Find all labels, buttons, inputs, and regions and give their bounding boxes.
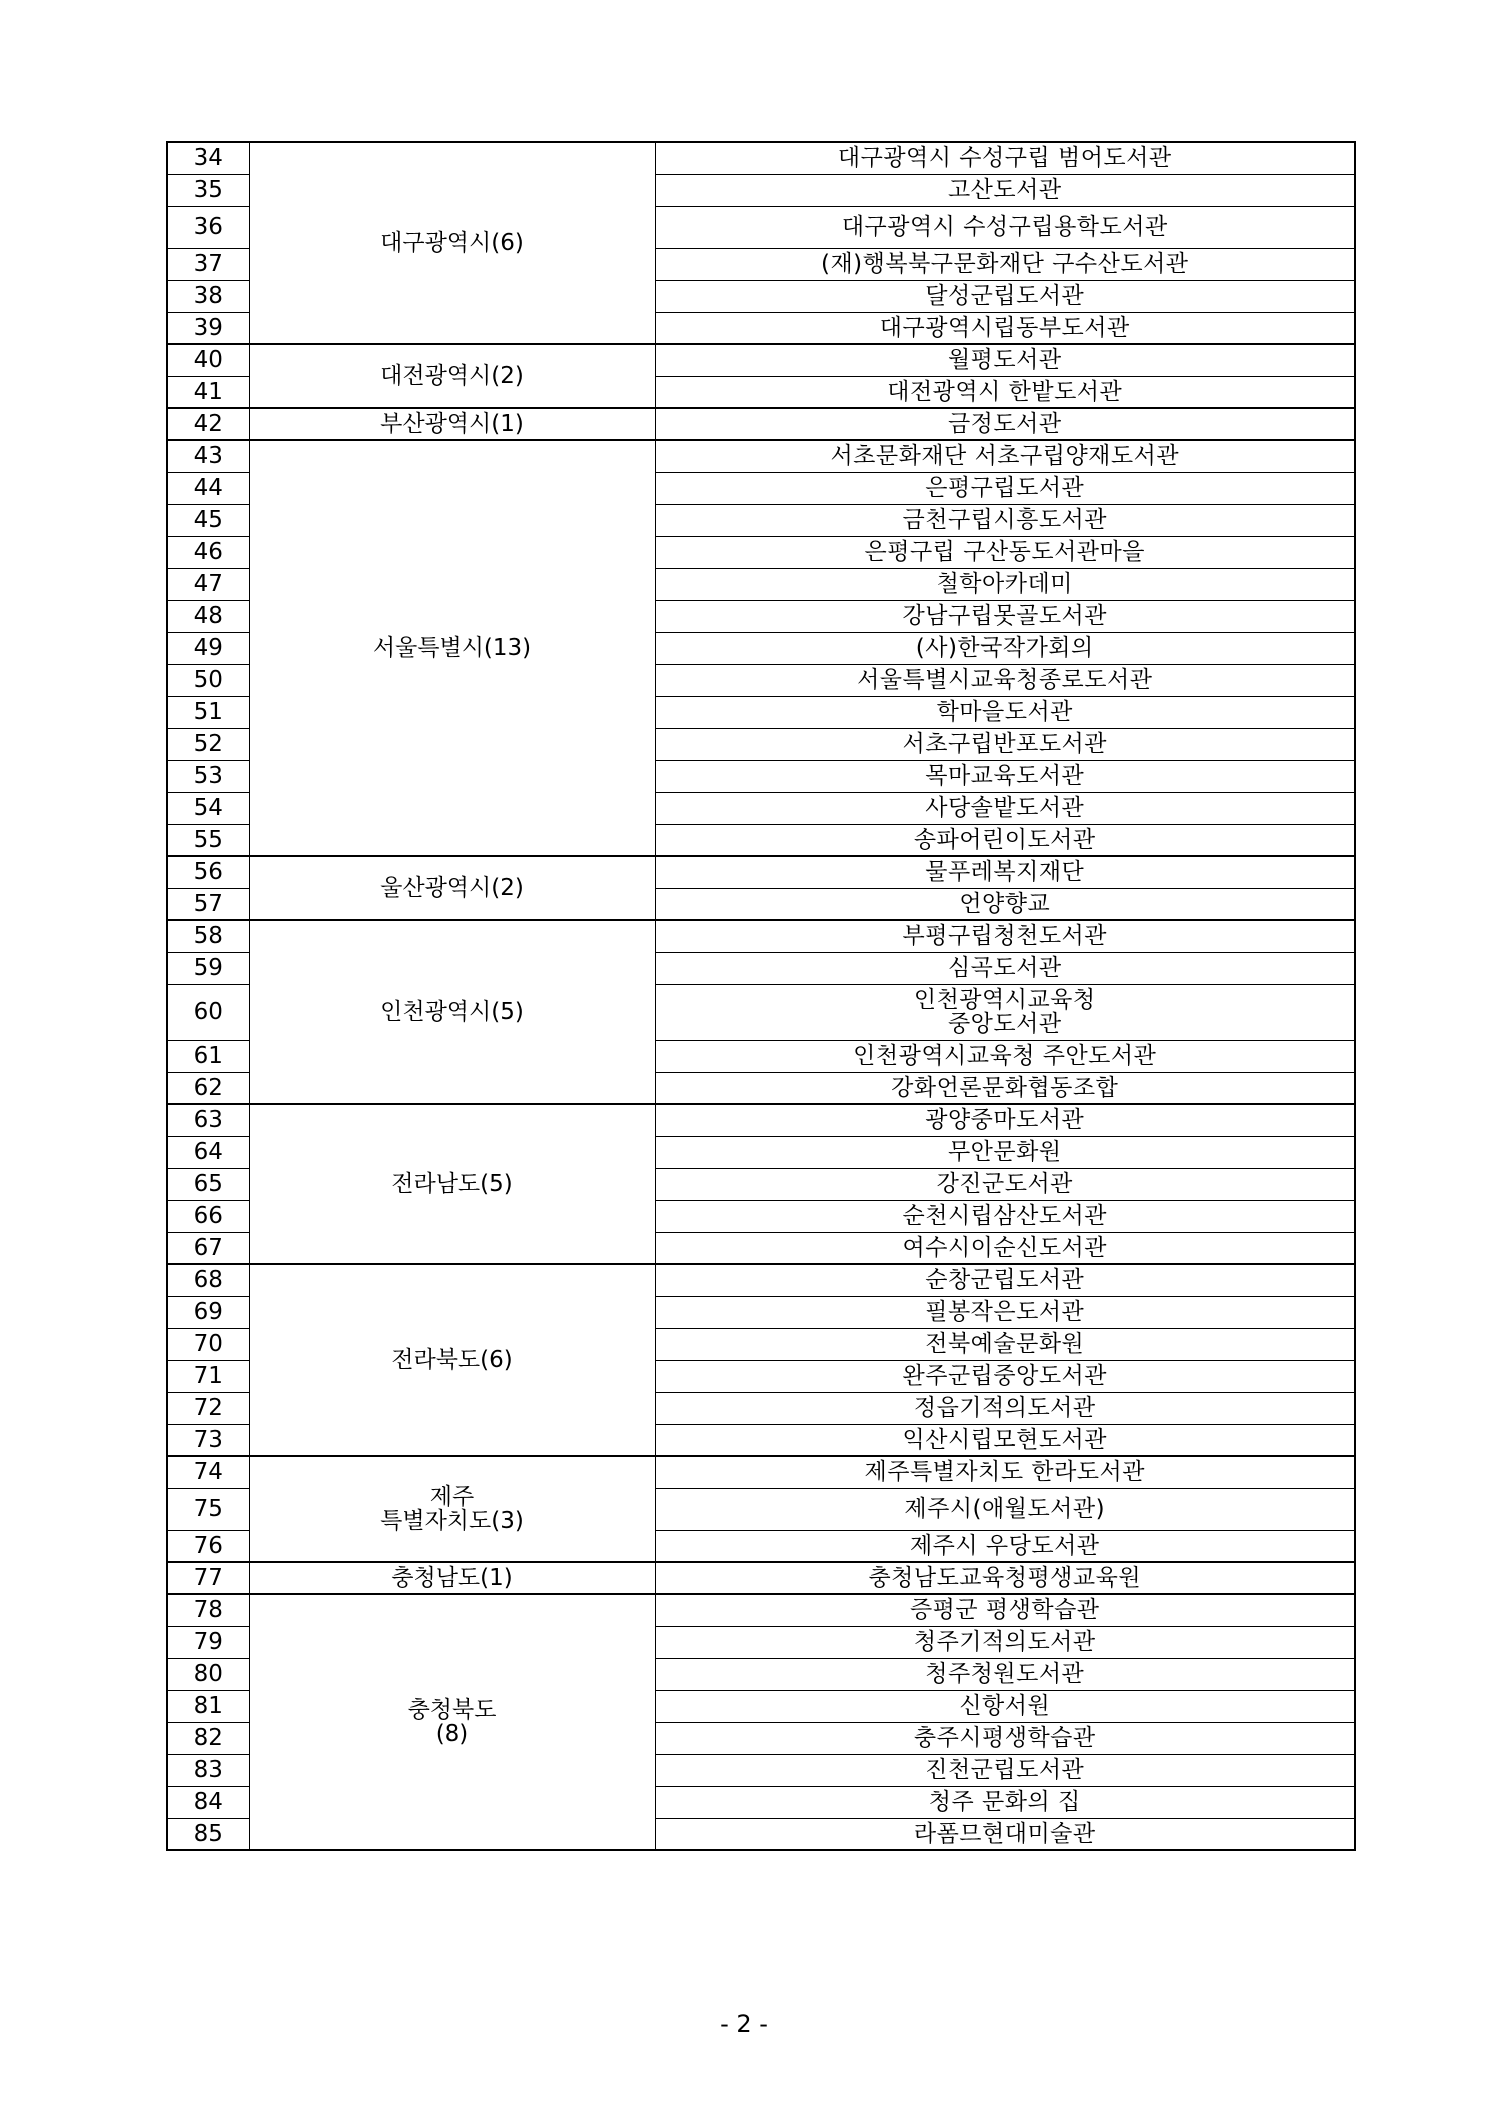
row-number: 37 — [167, 248, 249, 280]
library-name: 신항서원 — [655, 1690, 1355, 1722]
library-name: 인천광역시교육청 주안도서관 — [655, 1040, 1355, 1072]
library-name: 제주시 우당도서관 — [655, 1530, 1355, 1562]
region-cell: 전라남도(5) — [249, 1104, 655, 1264]
row-number: 49 — [167, 632, 249, 664]
row-number: 81 — [167, 1690, 249, 1722]
region-cell: 인천광역시(5) — [249, 920, 655, 1104]
row-number: 45 — [167, 504, 249, 536]
row-number: 61 — [167, 1040, 249, 1072]
library-name: 철학아카데미 — [655, 568, 1355, 600]
library-name: 충주시평생학습관 — [655, 1722, 1355, 1754]
library-name: 부평구립청천도서관 — [655, 920, 1355, 952]
table-row — [167, 1562, 1355, 1594]
table-row — [167, 1264, 1355, 1296]
row-number: 67 — [167, 1232, 249, 1264]
library-name: 제주시(애월도서관) — [655, 1488, 1355, 1530]
row-number: 76 — [167, 1530, 249, 1562]
library-name: 증평군 평생학습관 — [655, 1594, 1355, 1626]
library-name: 익산시립모현도서관 — [655, 1424, 1355, 1456]
page-number: - 2 - — [720, 2010, 768, 2038]
row-number: 52 — [167, 728, 249, 760]
row-number: 79 — [167, 1626, 249, 1658]
library-name: 강진군도서관 — [655, 1168, 1355, 1200]
row-number: 77 — [167, 1562, 249, 1594]
region-cell: 충청남도(1) — [249, 1562, 655, 1594]
library-name: 강화언론문화협동조합 — [655, 1072, 1355, 1104]
row-number: 35 — [167, 174, 249, 206]
region-cell: 충청북도 (8) — [249, 1594, 655, 1850]
region-cell: 서울특별시(13) — [249, 440, 655, 856]
row-number: 41 — [167, 376, 249, 408]
row-number: 70 — [167, 1328, 249, 1360]
library-name: 서초문화재단 서초구립양재도서관 — [655, 440, 1355, 472]
region-cell: 제주 특별자치도(3) — [249, 1456, 655, 1562]
row-number: 71 — [167, 1360, 249, 1392]
row-number: 85 — [167, 1818, 249, 1850]
row-number: 68 — [167, 1264, 249, 1296]
table-row — [167, 408, 1355, 440]
library-name: 심곡도서관 — [655, 952, 1355, 984]
row-number: 42 — [167, 408, 249, 440]
library-name: 필봉작은도서관 — [655, 1296, 1355, 1328]
row-number: 84 — [167, 1786, 249, 1818]
row-number: 43 — [167, 440, 249, 472]
row-number: 80 — [167, 1658, 249, 1690]
row-number: 54 — [167, 792, 249, 824]
table-row — [167, 1594, 1355, 1626]
library-name: 서초구립반포도서관 — [655, 728, 1355, 760]
library-name: 청주 문화의 집 — [655, 1786, 1355, 1818]
library-name: 금정도서관 — [655, 408, 1355, 440]
row-number: 69 — [167, 1296, 249, 1328]
library-name: 강남구립못골도서관 — [655, 600, 1355, 632]
table-row — [167, 1104, 1355, 1136]
row-number: 38 — [167, 280, 249, 312]
region-cell: 대전광역시(2) — [249, 344, 655, 408]
library-name: 학마을도서관 — [655, 696, 1355, 728]
region-cell: 울산광역시(2) — [249, 856, 655, 920]
row-number: 74 — [167, 1456, 249, 1488]
row-number: 75 — [167, 1488, 249, 1530]
row-number: 82 — [167, 1722, 249, 1754]
table-row — [167, 440, 1355, 472]
library-name: 대구광역시 수성구립용학도서관 — [655, 206, 1355, 248]
row-number: 72 — [167, 1392, 249, 1424]
row-number: 39 — [167, 312, 249, 344]
library-name: 완주군립중앙도서관 — [655, 1360, 1355, 1392]
row-number: 58 — [167, 920, 249, 952]
library-name: 순창군립도서관 — [655, 1264, 1355, 1296]
library-name: 물푸레복지재단 — [655, 856, 1355, 888]
row-number: 50 — [167, 664, 249, 696]
library-name: 진천군립도서관 — [655, 1754, 1355, 1786]
row-number: 47 — [167, 568, 249, 600]
table-row — [167, 142, 1355, 174]
table-row — [167, 344, 1355, 376]
library-name: 금천구립시흥도서관 — [655, 504, 1355, 536]
row-number: 59 — [167, 952, 249, 984]
row-number: 36 — [167, 206, 249, 248]
library-name: (사)한국작가회의 — [655, 632, 1355, 664]
library-name: 고산도서관 — [655, 174, 1355, 206]
table-row — [167, 1456, 1355, 1488]
row-number: 55 — [167, 824, 249, 856]
library-name: 서울특별시교육청종로도서관 — [655, 664, 1355, 696]
table-row — [167, 920, 1355, 952]
library-name: 전북예술문화원 — [655, 1328, 1355, 1360]
row-number: 62 — [167, 1072, 249, 1104]
library-name: 달성군립도서관 — [655, 280, 1355, 312]
library-name: 광양중마도서관 — [655, 1104, 1355, 1136]
library-name: 청주기적의도서관 — [655, 1626, 1355, 1658]
library-name: 대전광역시 한밭도서관 — [655, 376, 1355, 408]
library-name: 무안문화원 — [655, 1136, 1355, 1168]
library-name: 대구광역시 수성구립 범어도서관 — [655, 142, 1355, 174]
library-name: 인천광역시교육청 중앙도서관 — [655, 984, 1355, 1040]
library-name: 은평구립 구산동도서관마을 — [655, 536, 1355, 568]
row-number: 44 — [167, 472, 249, 504]
row-number: 73 — [167, 1424, 249, 1456]
row-number: 60 — [167, 984, 249, 1040]
region-cell: 대구광역시(6) — [249, 142, 655, 344]
row-number: 64 — [167, 1136, 249, 1168]
row-number: 66 — [167, 1200, 249, 1232]
library-name: 대구광역시립동부도서관 — [655, 312, 1355, 344]
row-number: 34 — [167, 142, 249, 174]
library-name: 정읍기적의도서관 — [655, 1392, 1355, 1424]
library-name: 순천시립삼산도서관 — [655, 1200, 1355, 1232]
library-name: 라폼므현대미술관 — [655, 1818, 1355, 1850]
row-number: 48 — [167, 600, 249, 632]
table-row — [167, 856, 1355, 888]
row-number: 63 — [167, 1104, 249, 1136]
library-name: 언양향교 — [655, 888, 1355, 920]
library-name: 충청남도교육청평생교육원 — [655, 1562, 1355, 1594]
library-name: 제주특별자치도 한라도서관 — [655, 1456, 1355, 1488]
row-number: 53 — [167, 760, 249, 792]
region-cell: 부산광역시(1) — [249, 408, 655, 440]
library-name: 은평구립도서관 — [655, 472, 1355, 504]
region-cell: 전라북도(6) — [249, 1264, 655, 1456]
library-name: (재)행복북구문화재단 구수산도서관 — [655, 248, 1355, 280]
row-number: 65 — [167, 1168, 249, 1200]
row-number: 46 — [167, 536, 249, 568]
row-number: 78 — [167, 1594, 249, 1626]
row-number: 40 — [167, 344, 249, 376]
library-name: 여수시이순신도서관 — [655, 1232, 1355, 1264]
row-number: 51 — [167, 696, 249, 728]
library-name: 사당솔밭도서관 — [655, 792, 1355, 824]
library-table — [166, 141, 1356, 1851]
row-number: 83 — [167, 1754, 249, 1786]
library-name: 월평도서관 — [655, 344, 1355, 376]
library-name: 목마교육도서관 — [655, 760, 1355, 792]
library-name: 청주청원도서관 — [655, 1658, 1355, 1690]
library-name: 송파어린이도서관 — [655, 824, 1355, 856]
row-number: 56 — [167, 856, 249, 888]
row-number: 57 — [167, 888, 249, 920]
